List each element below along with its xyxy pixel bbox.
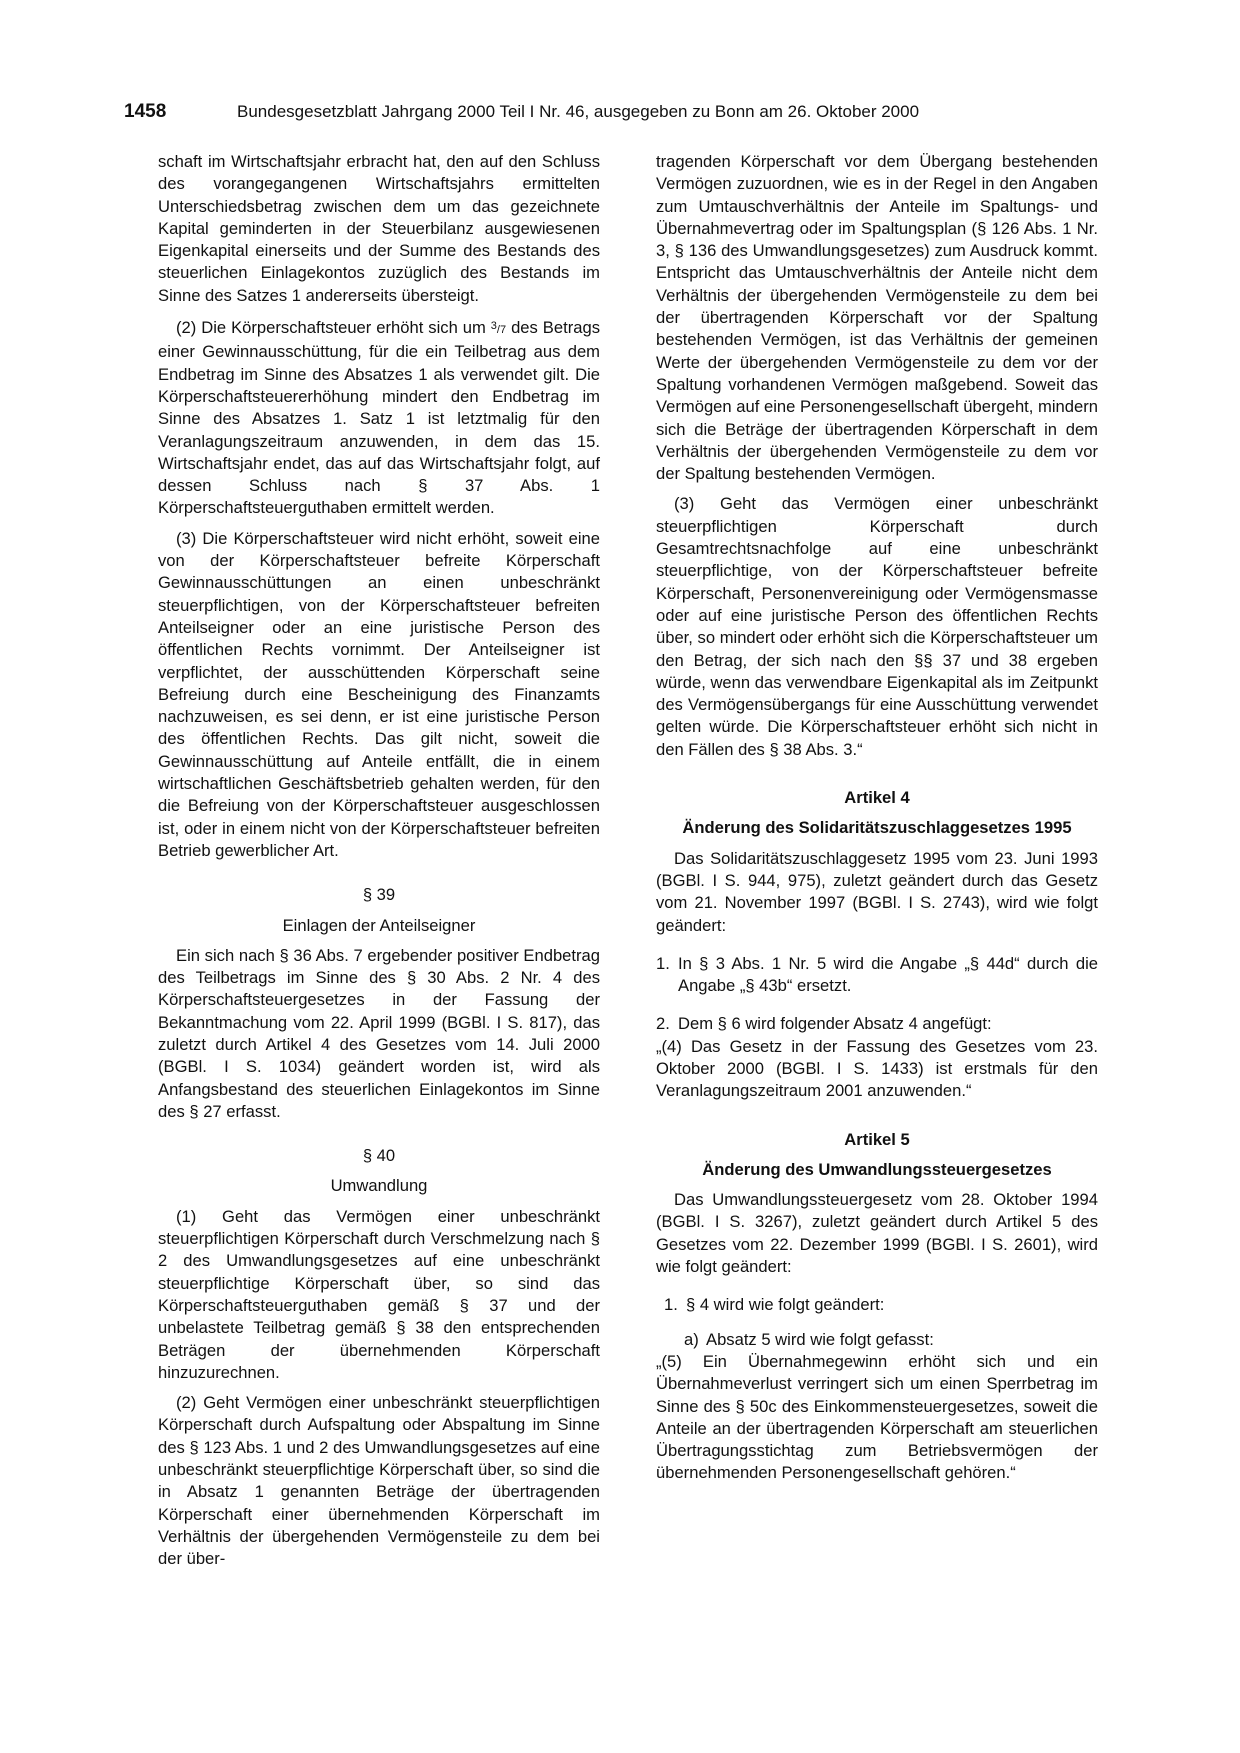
paragraph: (3) Die Körperschaftsteuer wird nicht erhöht, soweit eine von der Körperschaftsteuer befreite Körperschaft Gewinnausschüttungen an einen unbeschränkt steuerpflichtigen, von der Körperschaftsteuer befreiten Anteilseigner oder an eine juristische Person des öffentlichen Rechts vornimmt. Der Anteilseigner ist verpflichtet, der ausschüttenden Körperschaft seine Befreiung durch eine Bescheinigung des Finanzamts nachzuweisen, es sei denn, er ist eine juristische Person des öffentlichen Rechts. Das gilt nicht, soweit die Gewinnausschüttung auf Anteile entfällt, die in einem wirtschaftlichen Geschäftsbetrieb gehalten werden, für den die Befreiung von der Körperschaftsteuer ausgeschlossen ist, oder in einem nicht von der Körperschaftsteuer befreiten Betrieb gewerblicher Art. xyxy=(158,528,600,860)
list-item-text: § 4 wird wie folgt geändert: xyxy=(686,1295,885,1315)
sub-list-item-text: Absatz 5 wird wie folgt gefasst: xyxy=(706,1329,934,1349)
list-item xyxy=(664,1294,1098,1316)
running-head: Bundesgesetzblatt Jahrgang 2000 Teil I Nr. 46, ausgegeben zu Bonn am 26. Oktober 2000 xyxy=(237,102,920,121)
list-item-text: Dem § 6 wird folgender Absatz 4 angefügt: xyxy=(678,1014,992,1034)
page-number: 1458 xyxy=(124,101,167,122)
right-column xyxy=(656,151,1098,1485)
list-item-number: 1. xyxy=(656,953,670,973)
article-subheading: Änderung des Umwandlungssteuergesetzes xyxy=(702,1159,1052,1179)
section-number: § 39 xyxy=(362,885,396,905)
paragraph: schaft im Wirtschaftsjahr erbracht hat, den auf den Schluss des vorangegangenen Wirtschaftsjahrs ermittelten Unterschiedsbetrag zwischen dem um das gezeichnete Kapital geminderten in der Steuerbilanz ausgewiesenen Eigenkapital einerseits und der Summe des Bestands des steuerlichen Einlagekontos zuzüglich des Bestands im Sinne des Satzes 1 andererseits übersteigt. xyxy=(158,152,600,305)
quoted-text: „(5) Ein Übernahmegewinn erhöht sich und ein Übernahmeverlust verringert sich um einen Sperrbetrag im Sinne des § 50c des Einkommensteuergesetzes, soweit die Anteile an der übertragenden Körperschaft am steuerlichen Übertragungsstichtag zum Betriebsvermögen der übernehmenden Personengesellschaft gehören.“ xyxy=(656,1351,1098,1483)
paragraph: Das Umwandlungssteuergesetz vom 28. Oktober 1994 (BGBl. I S. 3267), zuletzt geändert durch Artikel 5 des Gesetzes vom 22. Dezember 1999 (BGBl. I S. 2601), wird wie folgt geändert: xyxy=(656,1190,1098,1277)
paragraph-text: des Betrags einer Gewinnausschüttung, für die ein Teilbetrag aus dem Endbetrag im Sinne des Absatzes 1 als verwendet gilt. Die Körperschaftsteuererhöhung mindert den Endbetrag im Sinne des Absatzes 1. Satz 1 ist letztmalig für den Veranlagungszeitraum anzuwenden, in dem das 15. Wirtschaftsjahr endet, das auf das Wirtschaftsjahr folgt, auf dessen Schluss nach § 37 Abs. 1 Körperschaftsteuerguthaben ermittelt werden. xyxy=(158,318,600,518)
section-title: Einlagen der Anteilseigner xyxy=(282,915,476,935)
fraction-numerator: 3 xyxy=(490,320,497,333)
paragraph-text: (2) Die Körperschaftsteuer erhöht sich um xyxy=(176,318,491,338)
paragraph: (3) Geht das Vermögen einer unbeschränkt steuerpflichtigen Körperschaft durch Gesamtrechtsnachfolge auf eine unbeschränkt steuerpflichtige, von der Körperschaftsteuer befreite Körperschaft, Personenvereinigung oder Vermögensmasse oder auf eine juristische Person des öffentlichen Rechts über, so mindert oder erhöht sich die Körperschaftsteuer um den Betrag, der sich nach den §§ 37 und 38 ergeben würde, wenn das verwendbare Eigenkapital als im Zeitpunkt des Vermögensübergangs für eine Ausschüttung verwendet gelten würde. Die Körperschaftsteuer erhöht sich nicht in den Fällen des § 38 Abs. 3.“ xyxy=(656,494,1098,759)
article-heading: Artikel 5 xyxy=(844,1129,910,1149)
list-item xyxy=(656,953,1098,998)
list-item xyxy=(656,1013,1098,1035)
list-item-number: 2. xyxy=(656,1014,670,1034)
quoted-text: „(4) Das Gesetz in der Fassung des Gesetzes vom 23. Oktober 2000 (BGBl. I S. 1433) ist erstmals für den Veranlagungszeitraum 2001 anzuwenden.“ xyxy=(656,1036,1098,1101)
sub-list-item-letter: a) xyxy=(684,1329,699,1349)
paragraph: Ein sich nach § 36 Abs. 7 ergebender positiver Endbetrag des Teilbetrags im Sinne des § 30 Abs. 2 Nr. 4 des Körperschaftsteuergesetzes in der Fassung der Bekanntmachung vom 22. April 1999 (BGBl. I S. 817), das zuletzt durch Artikel 4 des Gesetzes vom 14. Juli 2000 (BGBl. I S. 1034) geändert worden ist, wird als Anfangsbestand des steuerlichen Einlagekontos im Sinne des § 27 erfasst. xyxy=(158,945,600,1121)
page-header xyxy=(124,101,994,125)
paragraph: Das Solidaritätszuschlaggesetz 1995 vom 23. Juni 1993 (BGBl. I S. 944, 975), zuletzt geändert durch das Gesetz vom 21. November 1997 (BGBl. I S. 2743), wird wie folgt geändert: xyxy=(656,848,1098,935)
article-subheading: Änderung des Solidaritätszuschlaggesetzes 1995 xyxy=(682,818,1072,838)
left-column xyxy=(158,151,600,1571)
article-heading: Artikel 4 xyxy=(844,788,910,808)
paragraph: (1) Geht das Vermögen einer unbeschränkt steuerpflichtigen Körperschaft durch Verschmelzung nach § 2 des Umwandlungsgesetzes auf eine unbeschränkt steuerpflichtige Körperschaft über, so sind das Körperschaftsteuerguthaben gemäß § 37 und der unbelastete Teilbetrag gemäß § 38 den entsprechenden Beträgen der übernehmenden Körperschaft hinzuzurechnen. xyxy=(158,1206,600,1382)
list-item-text: In § 3 Abs. 1 Nr. 5 wird die Angabe „§ 44d“ durch die Angabe „§ 43b“ ersetzt. xyxy=(678,953,1098,996)
fraction xyxy=(490,320,507,337)
paragraph: (2) Geht Vermögen einer unbeschränkt steuerpflichtigen Körperschaft durch Aufspaltung oder Abspaltung im Sinne des § 123 Abs. 1 und 2 des Umwandlungsgesetzes auf eine unbeschränkt steuerpflichtige Körperschaft über, so sind die in Absatz 1 genannten Beträge der übertragenden Körperschaft einer übernehmenden Körperschaft im Verhältnis der übergehenden Vermögensteile zu dem bei der über- xyxy=(158,1393,600,1569)
section-title: Umwandlung xyxy=(330,1176,428,1196)
paragraph: tragenden Körperschaft vor dem Übergang bestehenden Vermögen zuzuordnen, wie es in der Regel in den Angaben zum Umtauschverhältnis der Anteile im Spaltungs- und Übernahmevertrag oder im Spaltungsplan (§ 126 Abs. 1 Nr. 3, § 136 des Umwandlungsgesetzes) zum Ausdruck kommt. Entspricht das Umtauschverhältnis der Anteile nicht dem Verhältnis der übergehenden Vermögensteile zu dem bei der übertragenden Körperschaft vor der Spaltung bestehenden Vermögen, ist das Verhältnis der gemeinen Werte der übergehenden Vermögensteile zu dem vor der Spaltung vorhandenen Vermögen maßgebend. Soweit das Vermögen auf eine Personengesellschaft übergeht, mindern sich die Beträge der übertragenden Körperschaft in dem Verhältnis der übergehenden Vermögensteile zu dem vor der Spaltung bestehenden Vermögen. xyxy=(656,152,1098,484)
paragraph xyxy=(158,315,600,520)
sub-list-item xyxy=(684,1329,1098,1351)
section-number: § 40 xyxy=(362,1146,396,1166)
fraction-denominator: /7 xyxy=(496,324,507,337)
list-item-number: 1. xyxy=(664,1295,678,1315)
